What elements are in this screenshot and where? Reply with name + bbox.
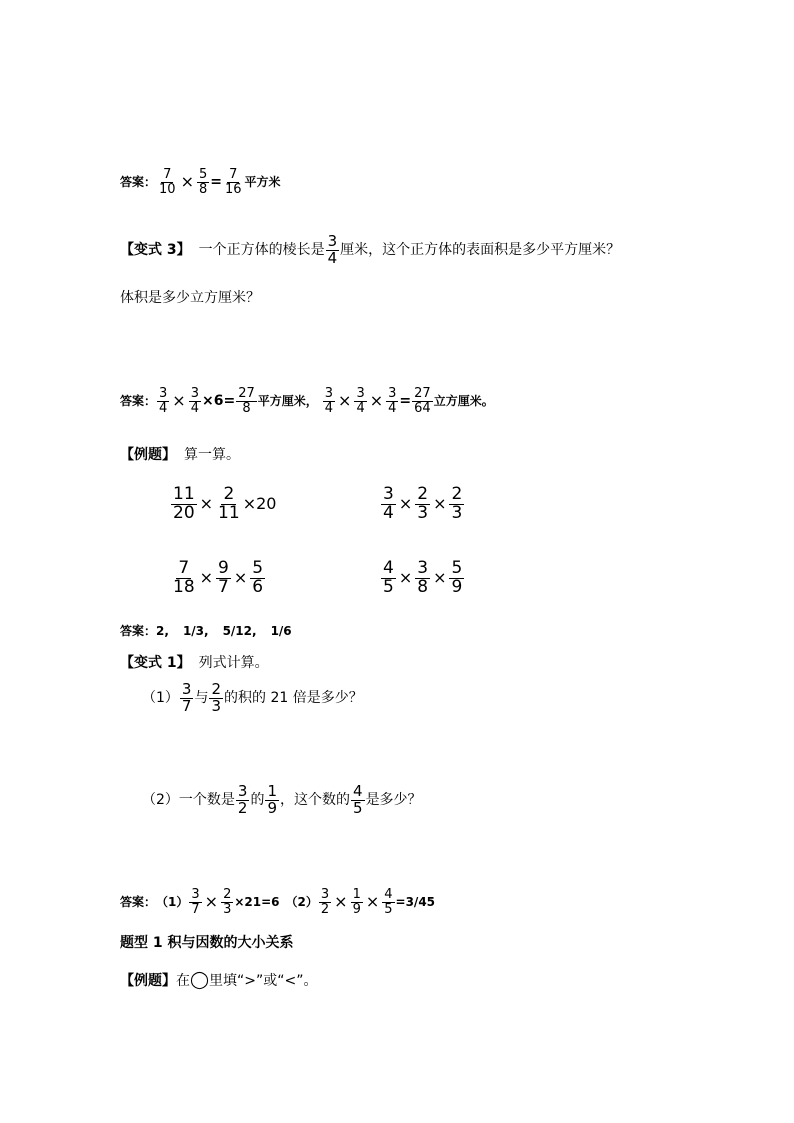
variant-tag: 【变式 3】 bbox=[120, 242, 191, 259]
circle-blank: ◯ bbox=[190, 970, 210, 990]
fraction: $\frac{5}{8}$ bbox=[198, 167, 208, 197]
fraction: $\frac{2}{3}$ bbox=[223, 887, 232, 917]
calc-problem-3: $\frac{7}{18}$ × $\frac{9}{7}$ × $\frac{5}{6}$ bbox=[173, 558, 264, 597]
fraction: $\frac{4}{5}$ bbox=[353, 782, 363, 817]
answer-2: 答案： $\frac{3}{4}$ × $\frac{3}{4}$ ×6= $\frac{27}{8}$ 平方厘米， $\frac{3}{4}$ × $\frac{3}{4}$ × $\frac{3}{4}$ = $\frac{27}{64}$ 立方厘米。 bbox=[120, 386, 494, 416]
fraction: $\frac{3}{8}$ bbox=[417, 558, 429, 597]
example-tag: 【例题】 bbox=[120, 447, 176, 463]
fraction: $\frac{7}{10}$ bbox=[159, 167, 176, 197]
calc-problem-4: $\frac{4}{5}$ × $\frac{3}{8}$ × $\frac{5}{9}$ bbox=[383, 558, 463, 597]
equals-sign: = bbox=[210, 174, 222, 191]
fraction: $\frac{27}{8}$ bbox=[238, 386, 255, 416]
fraction: $\frac{2}{3}$ bbox=[211, 680, 222, 715]
fraction: $\frac{9}{7}$ bbox=[218, 558, 229, 597]
question-text: 厘米，这个正方体的表面积是多少平方厘米？ bbox=[340, 242, 621, 259]
answer-label: 答案： bbox=[120, 624, 157, 638]
question-2: （2） 一个数是 $\frac{3}{2}$ 的 $\frac{1}{9}$ ，这个数的 $\frac{4}{5}$ 是多少？ bbox=[142, 782, 422, 817]
unit: 平方米 bbox=[244, 175, 281, 190]
fraction: $\frac{3}{4}$ bbox=[327, 232, 338, 267]
fraction: $\frac{2}{3}$ bbox=[451, 484, 463, 523]
example-2: 【例题】 在 ◯ 里填“>”或“<”。 bbox=[120, 970, 318, 990]
fraction: $\frac{4}{5}$ bbox=[383, 558, 394, 597]
calc-problem-2: $\frac{3}{4}$ × $\frac{2}{3}$ × $\frac{2}{3}$ bbox=[383, 484, 463, 523]
question-number: （1） bbox=[142, 690, 179, 707]
answer-label: 答案： bbox=[120, 895, 157, 910]
fraction: $\frac{1}{9}$ bbox=[352, 887, 361, 917]
fraction: $\frac{11}{20}$ bbox=[173, 484, 195, 523]
example-heading: 【例题】 算一算。 bbox=[120, 447, 240, 463]
fraction: $\frac{3}{7}$ bbox=[191, 887, 200, 917]
topic-heading: 题型 1 积与因数的大小关系 bbox=[120, 935, 294, 951]
answer-1 bbox=[120, 168, 281, 196]
fraction: $\frac{5}{9}$ bbox=[451, 558, 463, 597]
question-number: （2） bbox=[142, 792, 179, 809]
times-sign: × bbox=[180, 172, 194, 192]
answer-3: 答案： 2, 1/3, 5/12, 1/6 bbox=[120, 624, 292, 638]
variant-1-heading: 【变式 1】 列式计算。 bbox=[120, 655, 269, 671]
fraction: $\frac{2}{11}$ bbox=[218, 484, 240, 523]
fraction: $\frac{3}{4}$ bbox=[356, 386, 365, 416]
fraction: $\frac{7}{16}$ bbox=[224, 167, 242, 197]
fraction: $\frac{3}{4}$ bbox=[383, 484, 394, 523]
variant-3-question-line2: 体积是多少立方厘米？ bbox=[120, 290, 260, 306]
fraction: $\frac{5}{6}$ bbox=[252, 558, 264, 597]
answer-label: 答案： bbox=[120, 175, 157, 190]
fraction: $\frac{3}{2}$ bbox=[320, 887, 330, 917]
fraction: $\frac{1}{9}$ bbox=[267, 782, 278, 817]
calc-problem-1: $\frac{11}{20}$ × $\frac{2}{11}$ ×20 bbox=[173, 484, 277, 523]
fraction: $\frac{3}{4}$ bbox=[324, 386, 334, 416]
fraction: $\frac{3}{2}$ bbox=[237, 782, 248, 817]
answer-label: 答案： bbox=[120, 394, 157, 409]
fraction: $\frac{3}{7}$ bbox=[181, 680, 192, 715]
fraction: $\frac{27}{64}$ bbox=[414, 386, 431, 416]
variant-tag: 【变式 1】 bbox=[120, 655, 191, 671]
answer-4: 答案： （1） $\frac{3}{7}$ × $\frac{2}{3}$ ×21=6 （2） $\frac{3}{2}$ × $\frac{1}{9}$ × $\frac{4}{5}$ =3/45 bbox=[120, 887, 436, 917]
fraction: $\frac{4}{5}$ bbox=[384, 887, 393, 917]
question-text: 一个正方体的棱长是 bbox=[198, 242, 325, 259]
fraction: $\frac{3}{4}$ bbox=[159, 386, 168, 416]
example-tag: 【例题】 bbox=[120, 972, 176, 989]
fraction: $\frac{7}{18}$ bbox=[173, 558, 195, 597]
question-1: （1） $\frac{3}{7}$ 与 $\frac{2}{3}$ 的积的 21 倍是多少？ bbox=[142, 680, 363, 715]
fraction: $\frac{3}{4}$ bbox=[190, 386, 199, 416]
fraction: $\frac{3}{4}$ bbox=[388, 386, 397, 416]
variant-3-question bbox=[120, 234, 620, 267]
fraction: $\frac{2}{3}$ bbox=[417, 484, 429, 523]
